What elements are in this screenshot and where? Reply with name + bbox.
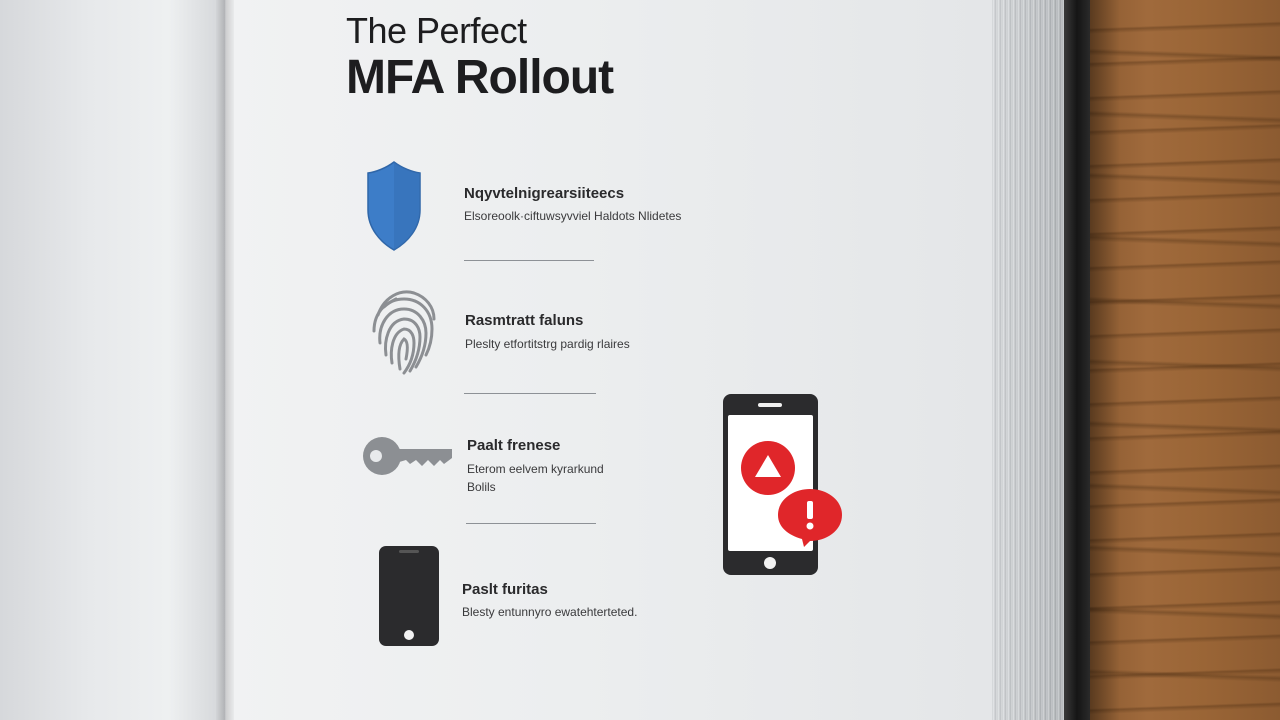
book-cover — [1064, 0, 1090, 720]
feature-subtitle: Elsoreoolk·ciftuwsyvviel Haldots Nlidetes — [464, 209, 682, 223]
page-edges-shade — [992, 0, 1064, 720]
shield-icon — [366, 160, 422, 257]
feature-subtitle: Eterom eelvem kyrarkund — [467, 462, 604, 476]
book-spine — [216, 0, 234, 720]
table-shadow — [1090, 0, 1120, 720]
phone-alert-illustration — [722, 393, 846, 582]
feature-subtitle-extra: Bolils — [467, 480, 496, 494]
feature-subtitle: Blesty entunnyro ewatehterteted. — [462, 605, 638, 619]
feature-title: Paslt furitas — [462, 581, 548, 598]
fingerprint-icon — [370, 285, 442, 382]
left-page — [0, 0, 225, 720]
feature-title: Rasmtratt faluns — [465, 312, 584, 329]
page-title-line1: The Perfect — [346, 10, 527, 51]
feature-subtitle: Pleslty etfortitstrg pardig rlaires — [465, 337, 630, 351]
page-title-line2: MFA Rollout — [346, 51, 614, 104]
divider — [464, 393, 596, 394]
smartphone-icon — [378, 545, 440, 652]
feature-title: Paalt frenese — [467, 437, 561, 454]
key-icon — [362, 432, 454, 485]
feature-title: Nqyvtelnigrearsiiteecs — [464, 185, 625, 202]
divider — [464, 260, 594, 261]
divider — [466, 523, 596, 524]
